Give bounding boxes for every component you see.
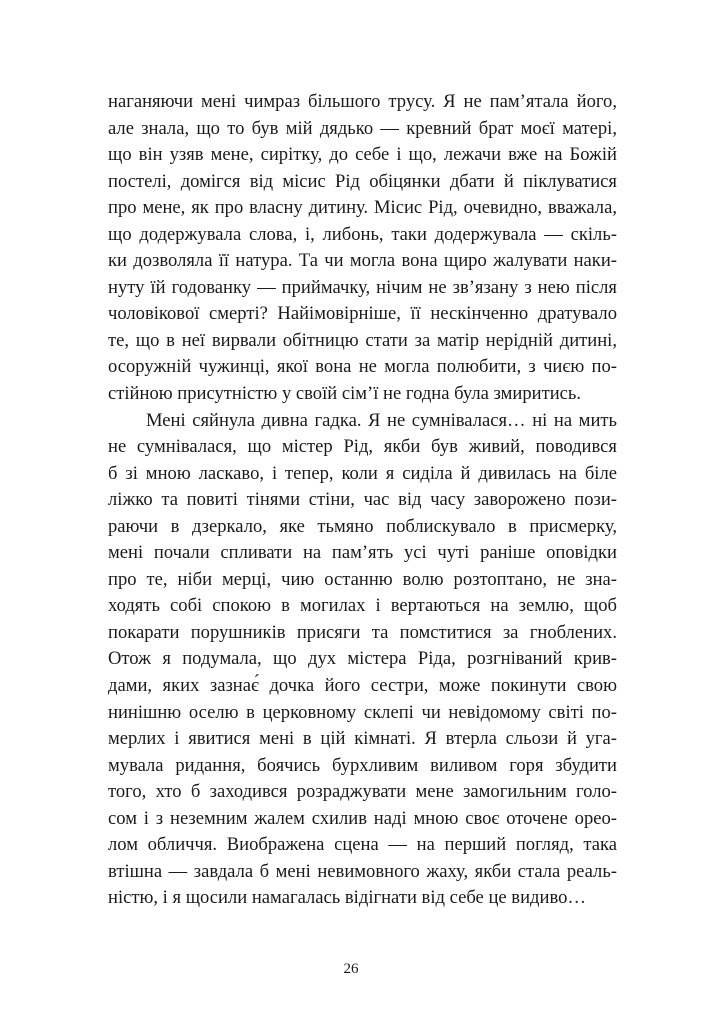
- text-line: мені почали спливати на пам’ять усі чуті раніше оповідки: [108, 542, 617, 564]
- text-line: чоловікової смерті? Найімовірніше, її нескінченно дратувало: [108, 303, 617, 325]
- text-line: що додержувала слова, і, либонь, таки додержувала — скіль-: [108, 223, 617, 245]
- text-line: раючи в дзеркало, яке тьмяно поблискувало в присмерку,: [108, 515, 617, 537]
- text-line: Мені сяйнула дивна гадка. Я не сумнівалася… ні на мить: [146, 409, 617, 431]
- text-line: того, хто б заходився розраджувати мене замогильним голо-: [108, 781, 617, 803]
- text-line: нуту їй годованку — приймачку, нічим не зв’язану з нею після: [108, 276, 617, 298]
- text-line: стійною присутністю у своїй сім’ї не годна була змиритись.: [108, 383, 582, 405]
- text-line: наганяючи мені чимраз більшого трусу. Я не пам’ятала його,: [108, 91, 617, 112]
- page-number: 26: [343, 961, 359, 977]
- text-line: що він узяв мене, сирітку, до себе і що, лежачи вже на Божій: [108, 144, 617, 166]
- text-line: про те, ніби мерці, чию останню волю розтоптано, не зна-: [108, 568, 617, 590]
- text-line: ністю, і я щосили намагалась відігнати від себе це видиво…: [108, 887, 586, 909]
- text-line: про мене, як про власну дитину. Місис Рід, очевидно, вважала,: [108, 197, 617, 219]
- text-line: мувала ридання, боячись бурхливим виливом горя збудити: [108, 754, 617, 776]
- text-line: Отож я подумала, що дух містера Ріда, розгніваний крив-: [108, 648, 617, 670]
- text-line: постелі, домігся від місис Рід обіцянки дбати й піклуватися: [108, 170, 617, 192]
- text-line: але знала, що то був мій дядько — кревний брат моєї матері,: [108, 117, 617, 139]
- text-line: лом обличчя. Виображена сцена — на перший погляд, така: [108, 834, 617, 856]
- text-line: ходять собі спокою в могилах і вертаються на землю, щоб: [108, 595, 617, 617]
- text-line: сом і з неземним жалем схилив наді мною своє оточене орео-: [108, 807, 617, 829]
- paragraph: [108, 408, 617, 912]
- text-line: осоружній чужинці, якої вона не могла полюбити, з чиєю по-: [108, 356, 617, 378]
- text-line: мерлих і явитися мені в цій кімнаті. Я втерла сльози й уга-: [108, 728, 617, 750]
- text-line: те, що в неї вирвали обітницю стати за матір нерідній дитині,: [108, 329, 617, 351]
- text-line: ки дозволяла її натура. Та чи могла вона щиро жалувати наки-: [108, 250, 617, 272]
- text-line: не сумнівалася, що містер Рід, якби був живий, поводився: [108, 436, 617, 458]
- paragraph: [108, 89, 617, 408]
- body-text: [108, 89, 617, 912]
- text-line: втішна — завдала б мені невимовного жаху, якби стала реаль-: [108, 860, 617, 882]
- text-line: нинішню оселю в церковному склепі чи невідомому світі по-: [108, 701, 617, 723]
- text-line: ліжко та повиті тінями стіни, час від часу заворожено пози-: [108, 489, 617, 511]
- text-line: покарати порушників присяги та помститися за гноблених.: [108, 621, 617, 643]
- text-line: дами, яких зазнає́ дочка його сестри, може покинути свою: [108, 675, 617, 697]
- text-line: б зі мною ласкаво, і тепер, коли я сиділа й дивилась на біле: [108, 462, 617, 484]
